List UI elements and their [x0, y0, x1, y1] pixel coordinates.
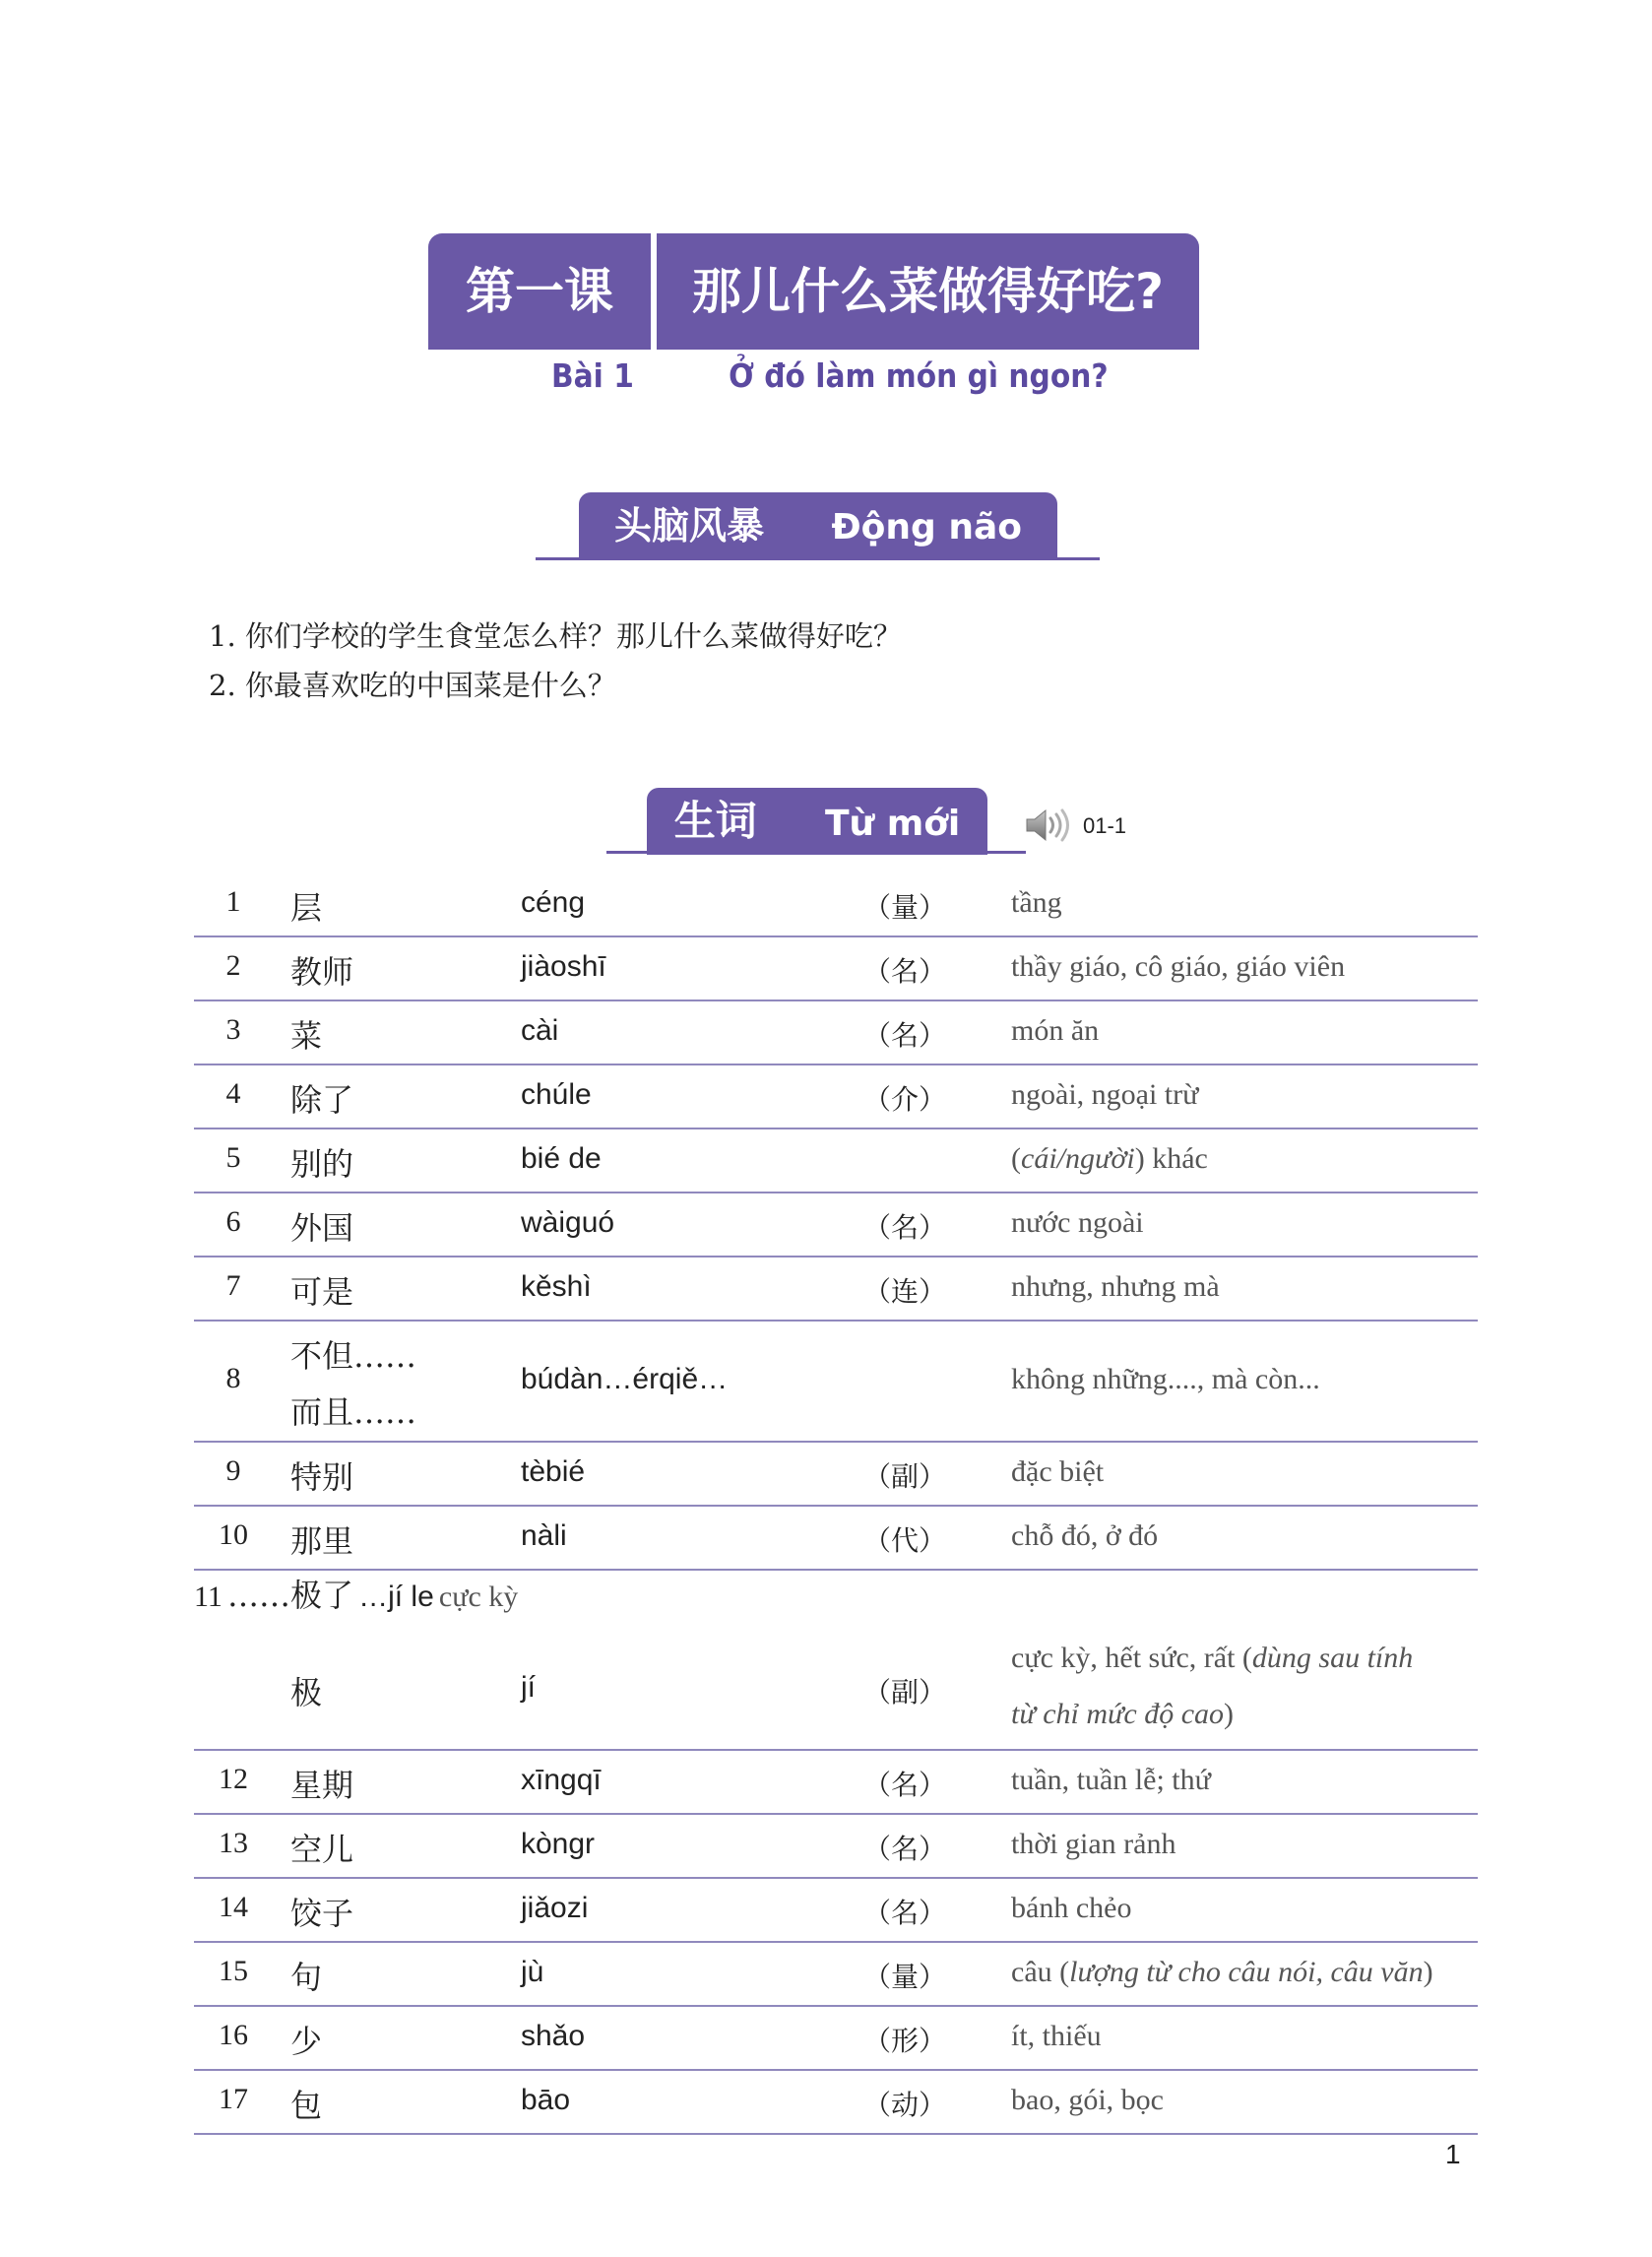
vocab-meaning-line2: từ chỉ mức độ cao): [1011, 1698, 1235, 1730]
vocab-number: 4: [225, 1077, 241, 1110]
lesson-number-cn: 第一课: [466, 263, 613, 320]
vocab-row: [194, 1751, 1478, 1815]
brainstorm-title-vi: Động não: [831, 507, 1022, 548]
vocab-number: 10: [219, 1518, 248, 1551]
vocab-pinyin: tèbié: [521, 1455, 586, 1488]
vocab-part-of-speech: （名）: [863, 955, 947, 988]
speaker-icon[interactable]: [1024, 806, 1073, 849]
page-number: 1: [1445, 2139, 1461, 2169]
vocab-meaning: thời gian rảnh: [1011, 1828, 1176, 1860]
lesson-number-tab: [428, 233, 651, 350]
vocab-meaning: bánh chẻo: [1011, 1892, 1132, 1924]
vocab-hanzi: 特别: [290, 1458, 354, 1496]
vocab-hanzi: 不但……: [290, 1337, 417, 1375]
vocab-pinyin: bāo: [521, 2084, 571, 2116]
vocab-pinyin: jiàoshī: [521, 950, 606, 983]
vocab-hanzi: 别的: [290, 1145, 354, 1183]
vocab-row: [194, 1193, 1478, 1257]
vocab-hanzi: 空儿: [290, 1831, 354, 1868]
lesson-number-vi: Bài 1: [551, 356, 634, 395]
vocab-number: 15: [219, 1955, 248, 1987]
vocab-number: 16: [219, 2019, 248, 2051]
vocab-hanzi: 可是: [290, 1273, 354, 1311]
vocab-hanzi: 饺子: [290, 1895, 354, 1932]
vocab-row: [194, 1815, 1478, 1879]
vocab-meaning: cực kỳ: [438, 1580, 519, 1613]
vocab-row: [194, 1001, 1478, 1065]
vocab-pinyin: shǎo: [521, 2020, 586, 2052]
vocab-meaning: tuần, tuần lễ; thứ: [1011, 1764, 1211, 1796]
vocab-number: 14: [219, 1891, 248, 1923]
vocab-row: [194, 1943, 1478, 2007]
vocab-meaning: món ăn: [1011, 1014, 1100, 1047]
vocab-part-of-speech: （名）: [863, 1897, 947, 1929]
vocab-meaning: câu (lượng từ cho câu nói, câu văn): [1011, 1956, 1433, 1988]
vocab-pinyin: wàiguó: [521, 1206, 615, 1239]
vocab-tab: [647, 788, 987, 855]
question-1: 1. 你们学校的学生食堂怎么样？那儿什么菜做得好吃？: [209, 619, 902, 653]
vocab-row: [194, 1443, 1478, 1507]
vocab-part-of-speech: （副）: [863, 1676, 947, 1709]
vocab-meaning: tầng: [1011, 886, 1062, 919]
vocab-number: 1: [225, 885, 241, 918]
vocab-row: [194, 1129, 1478, 1193]
vocab-part-of-speech: （名）: [863, 1833, 947, 1865]
vocab-row: [194, 2007, 1478, 2071]
vocab-hanzi: 菜: [290, 1017, 323, 1055]
vocab-hanzi: 句: [290, 1959, 323, 1996]
vocab-row: [194, 937, 1478, 1001]
lesson-title-tab: [657, 233, 1199, 350]
vocab-hanzi: 少: [290, 2023, 323, 2060]
vocab-pinyin: jù: [521, 1956, 544, 1988]
vocab-hanzi: 极: [290, 1674, 323, 1711]
lesson-title-vi: Ở đó làm món gì ngon?: [729, 356, 1109, 395]
vocab-row: [194, 1065, 1478, 1129]
vocab-part-of-speech: （介）: [863, 1083, 947, 1116]
brainstorm-title-cn: 头脑风暴: [614, 504, 765, 548]
vocab-part-of-speech: （量）: [863, 891, 947, 924]
vocab-number: 12: [219, 1763, 248, 1795]
vocab-number: 9: [225, 1454, 241, 1487]
vocab-part-of-speech: （形）: [863, 2025, 947, 2057]
vocab-meaning: ngoài, ngoại trừ: [1011, 1078, 1199, 1111]
vocab-meaning: ít, thiếu: [1011, 2020, 1102, 2052]
vocab-title-cn: 生词: [673, 797, 757, 845]
vocab-part-of-speech: （名）: [863, 1769, 947, 1801]
vocab-hanzi: 外国: [290, 1209, 354, 1247]
vocab-pinyin: kěshì: [521, 1270, 592, 1303]
lesson-title-cn: 那儿什么菜做得好吃?: [691, 263, 1164, 320]
vocab-meaning: nhưng, nhưng mà: [1011, 1270, 1220, 1303]
vocab-meaning: (cái/người) khác: [1011, 1142, 1208, 1175]
vocab-pinyin: chúle: [521, 1078, 592, 1111]
vocab-hanzi: 层: [290, 889, 323, 927]
vocab-row: [194, 1507, 1478, 1571]
vocab-part-of-speech: （名）: [863, 1019, 947, 1052]
vocab-pinyin: nàli: [521, 1519, 567, 1552]
vocab-meaning: nước ngoài: [1011, 1206, 1144, 1239]
vocab-pinyin: jí: [521, 1671, 536, 1704]
vocab-row: [194, 2071, 1478, 2135]
audio-track-label: 01-1: [1083, 813, 1127, 838]
question-2: 2. 你最喜欢吃的中国菜是什么？: [209, 669, 616, 702]
vocab-meaning: bao, gói, bọc: [1011, 2084, 1164, 2116]
brainstorm-underline: [536, 557, 1100, 560]
vocab-row: [194, 1322, 1478, 1443]
vocab-row: [194, 875, 1478, 937]
vocab-title-vi: Từ mới: [824, 804, 961, 844]
vocab-pinyin: cài: [521, 1014, 559, 1047]
vocab-number: 8: [225, 1362, 241, 1394]
vocab-number: 11: [194, 1580, 222, 1613]
vocab-number: 7: [225, 1269, 241, 1302]
vocab-pinyin: xīngqī: [521, 1764, 602, 1796]
vocab-table: [194, 875, 1478, 2135]
vocab-meaning: thầy giáo, cô giáo, giáo viên: [1011, 950, 1346, 983]
vocab-hanzi: 那里: [290, 1522, 354, 1560]
vocab-hanzi: ……极了: [226, 1577, 353, 1614]
lesson-title-banner: [428, 233, 1199, 350]
vocab-row: [194, 1257, 1478, 1322]
vocab-meaning: không những...., mà còn...: [1011, 1363, 1320, 1395]
vocab-row: [194, 1632, 1478, 1751]
vocab-meaning: cực kỳ, hết sức, rất (dùng sau tính: [1011, 1642, 1414, 1674]
vocab-part-of-speech: （动）: [863, 2089, 947, 2121]
vocab-pinyin: búdàn…érqiě…: [521, 1363, 729, 1395]
vocab-pinyin: …jí le: [358, 1580, 434, 1613]
vocab-number: 3: [225, 1013, 241, 1046]
vocab-pinyin: jiǎozi: [521, 1892, 589, 1924]
vocab-pinyin: bié de: [521, 1142, 602, 1175]
vocab-hanzi: 星期: [290, 1767, 354, 1804]
vocab-number: 13: [219, 1827, 248, 1859]
vocab-hanzi: 包: [290, 2087, 323, 2124]
vocab-pinyin: kòngr: [521, 1828, 596, 1860]
vocab-part-of-speech: （量）: [863, 1961, 947, 1993]
vocab-row: [194, 1571, 1478, 1632]
vocab-part-of-speech: （副）: [863, 1460, 947, 1493]
vocab-number: 2: [225, 949, 241, 982]
vocab-meaning: chỗ đó, ở đó: [1011, 1519, 1159, 1552]
vocab-meaning: đặc biệt: [1011, 1455, 1105, 1488]
vocab-hanzi: 除了: [290, 1081, 354, 1119]
vocab-pinyin: céng: [521, 886, 586, 919]
vocab-hanzi: 教师: [290, 953, 354, 991]
vocab-part-of-speech: （名）: [863, 1211, 947, 1244]
vocab-underline: [606, 851, 1026, 854]
brainstorm-tab: [579, 492, 1057, 559]
vocab-part-of-speech: （代）: [863, 1524, 947, 1557]
vocab-part-of-speech: （连）: [863, 1275, 947, 1308]
vocab-number: 17: [219, 2083, 248, 2115]
vocab-number: 6: [225, 1205, 241, 1238]
vocab-number: 5: [225, 1141, 241, 1174]
vocab-row: [194, 1879, 1478, 1943]
vocab-hanzi-line2: 而且……: [290, 1393, 417, 1431]
